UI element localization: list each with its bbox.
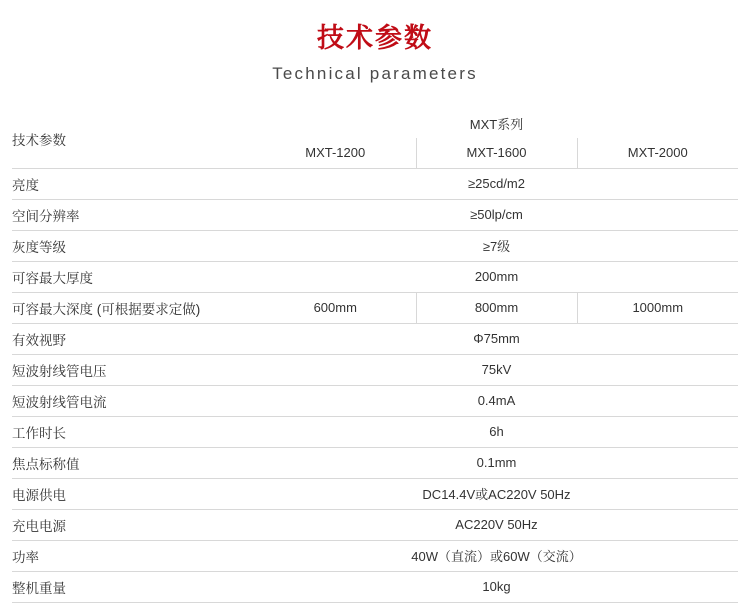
model-cell-1: MXT-1200 bbox=[255, 138, 416, 169]
spec-table bbox=[12, 110, 738, 603]
row-label: 工作时长 bbox=[12, 416, 255, 447]
row-value: Φ75mm bbox=[255, 323, 738, 354]
row-label: 可容最大厚度 bbox=[12, 261, 255, 292]
row-label: 短波射线管电压 bbox=[12, 354, 255, 385]
row-label: 整机重量 bbox=[12, 571, 255, 602]
row-value: 200mm bbox=[255, 261, 738, 292]
row-value-model-2: 800mm bbox=[416, 292, 577, 323]
page-title-cn: 技术参数 bbox=[317, 23, 433, 54]
row-label: 可容最大深度 (可根据要求定做) bbox=[12, 292, 255, 323]
row-value: DC14.4V或AC220V 50Hz bbox=[255, 478, 738, 509]
page-header bbox=[0, 0, 750, 84]
row-label: 灰度等级 bbox=[12, 230, 255, 261]
first-column-header: 技术参数 bbox=[12, 110, 255, 169]
table-row bbox=[12, 540, 738, 571]
row-label: 空间分辨率 bbox=[12, 199, 255, 230]
model-cell-2: MXT-1600 bbox=[416, 138, 577, 169]
table-row bbox=[12, 323, 738, 354]
table-row bbox=[12, 261, 738, 292]
spec-table-wrapper bbox=[0, 110, 750, 603]
table-row bbox=[12, 230, 738, 261]
row-value: 10kg bbox=[255, 571, 738, 602]
row-value: ≥25cd/m2 bbox=[255, 168, 738, 199]
page-title-en: Technical parameters bbox=[272, 63, 478, 83]
row-label: 有效视野 bbox=[12, 323, 255, 354]
row-label: 充电电源 bbox=[12, 509, 255, 540]
table-row bbox=[12, 199, 738, 230]
row-value: 40W（直流）或60W（交流） bbox=[255, 540, 738, 571]
row-value: 6h bbox=[255, 416, 738, 447]
row-value: AC220V 50Hz bbox=[255, 509, 738, 540]
table-row bbox=[12, 385, 738, 416]
table-row bbox=[12, 416, 738, 447]
row-label: 电源供电 bbox=[12, 478, 255, 509]
row-value: ≥7级 bbox=[255, 230, 738, 261]
row-value: 75kV bbox=[255, 354, 738, 385]
row-value: 0.1mm bbox=[255, 447, 738, 478]
row-label: 焦点标称值 bbox=[12, 447, 255, 478]
row-value: 0.4mA bbox=[255, 385, 738, 416]
row-label: 亮度 bbox=[12, 168, 255, 199]
row-value-model-1: 600mm bbox=[255, 292, 416, 323]
table-row bbox=[12, 354, 738, 385]
spec-table-body bbox=[12, 110, 738, 603]
table-row bbox=[12, 478, 738, 509]
table-row bbox=[12, 447, 738, 478]
table-row bbox=[12, 509, 738, 540]
row-label: 短波射线管电流 bbox=[12, 385, 255, 416]
row-label: 功率 bbox=[12, 540, 255, 571]
row-value-model-3: 1000mm bbox=[577, 292, 738, 323]
series-header-cell: MXT系列 bbox=[469, 117, 524, 133]
table-row bbox=[12, 168, 738, 199]
table-row-series-header bbox=[12, 110, 738, 138]
table-row bbox=[12, 292, 738, 323]
row-value: ≥50lp/cm bbox=[255, 199, 738, 230]
model-cell-3: MXT-2000 bbox=[577, 138, 738, 169]
